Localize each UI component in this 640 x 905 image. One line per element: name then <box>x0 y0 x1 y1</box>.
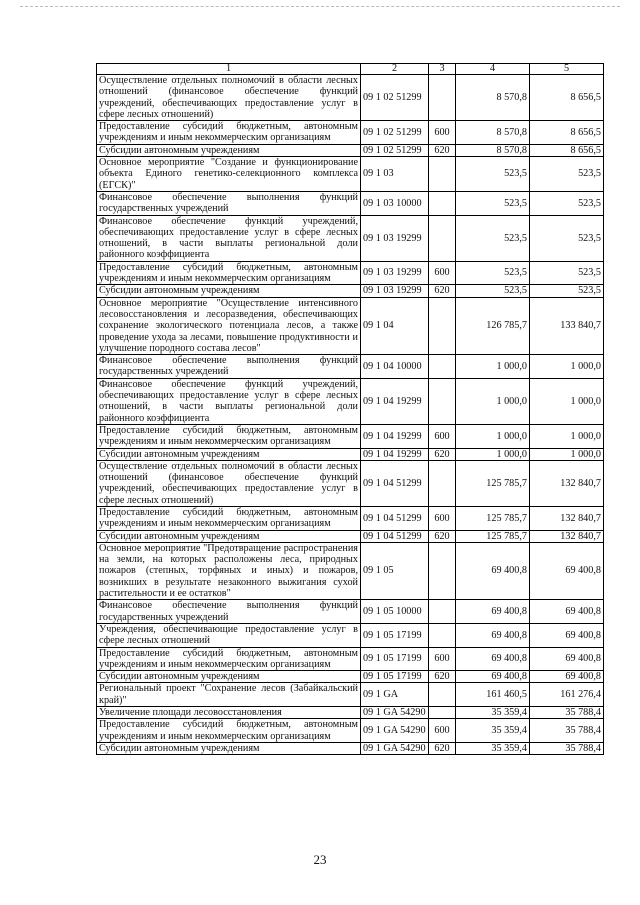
table-row <box>97 378 604 424</box>
row-name-cell: Предоставление субсидий бюджетным, автономным учреждениям и иным некоммерческим организациям <box>97 506 361 530</box>
row-code-cell: 09 1 04 19299 <box>361 448 429 460</box>
row-type-cell <box>429 297 456 354</box>
row-type-cell: 600 <box>429 261 456 285</box>
row-value-year2-cell: 8 656,5 <box>530 75 604 121</box>
row-value-year2-cell: 69 400,8 <box>530 671 604 683</box>
row-name-cell: Финансовое обеспечение функций учреждений, обеспечивающих предоставление услуг в сфере лесных отношений, в части выплаты региональной доли районного коэффициента <box>97 215 361 261</box>
row-code-cell: 09 1 05 10000 <box>361 600 429 624</box>
row-value-year1-cell: 69 400,8 <box>456 600 530 624</box>
header-cell-year1: 4 <box>456 64 530 75</box>
row-type-cell <box>429 157 456 192</box>
row-name-cell: Субсидии автономным учреждениям <box>97 742 361 754</box>
row-name-cell: Предоставление субсидий бюджетным, автономным учреждениям и иным некоммерческим организациям <box>97 647 361 671</box>
row-value-year2-cell: 523,5 <box>530 191 604 215</box>
row-name-cell: Основное мероприятие "Осуществление интенсивного лесовосстановления и лесоразведения, обеспечивающих сохранение экологического потенциала лесов, а также проведение ухода за лесами, повышение продуктивности и улучшение породного состава лесов" <box>97 297 361 354</box>
row-type-cell <box>429 542 456 599</box>
row-value-year1-cell: 35 359,4 <box>456 707 530 719</box>
table-row <box>97 460 604 506</box>
row-code-cell: 09 1 GA <box>361 683 429 707</box>
row-type-cell: 600 <box>429 719 456 743</box>
table-row <box>97 647 604 671</box>
table-row <box>97 671 604 683</box>
row-code-cell: 09 1 05 17199 <box>361 647 429 671</box>
row-value-year2-cell: 35 788,4 <box>530 707 604 719</box>
row-type-cell <box>429 707 456 719</box>
row-type-cell <box>429 600 456 624</box>
row-type-cell <box>429 191 456 215</box>
row-name-cell: Финансовое обеспечение выполнения функций государственных учреждений <box>97 355 361 379</box>
table-row <box>97 297 604 354</box>
row-value-year1-cell: 35 359,4 <box>456 742 530 754</box>
row-type-cell <box>429 75 456 121</box>
row-name-cell: Субсидии автономным учреждениям <box>97 144 361 156</box>
row-value-year1-cell: 523,5 <box>456 191 530 215</box>
table-row <box>97 144 604 156</box>
row-value-year1-cell: 523,5 <box>456 285 530 297</box>
row-type-cell: 620 <box>429 144 456 156</box>
header-row <box>97 64 604 75</box>
row-value-year1-cell: 8 570,8 <box>456 121 530 145</box>
row-name-cell: Субсидии автономным учреждениям <box>97 285 361 297</box>
page-number: 23 <box>313 852 327 867</box>
row-name-cell: Основное мероприятие "Предотвращение распространения на земли, на которых расположены леса, природных пожаров (степных, торфяных и иных) и пожаров, возникших в результате незаконного выжигания сухой растительности и ее остатков" <box>97 542 361 599</box>
row-name-cell: Субсидии автономным учреждениям <box>97 671 361 683</box>
row-value-year2-cell: 132 840,7 <box>530 460 604 506</box>
table-row <box>97 215 604 261</box>
row-name-cell: Предоставление субсидий бюджетным, автономным учреждениям и иным некоммерческим организациям <box>97 261 361 285</box>
row-code-cell: 09 1 GA 54290 <box>361 707 429 719</box>
row-value-year2-cell: 35 788,4 <box>530 719 604 743</box>
row-type-cell <box>429 460 456 506</box>
row-code-cell: 09 1 03 10000 <box>361 191 429 215</box>
row-value-year1-cell: 523,5 <box>456 261 530 285</box>
table-row <box>97 707 604 719</box>
row-value-year1-cell: 161 460,5 <box>456 683 530 707</box>
row-code-cell: 09 1 02 51299 <box>361 121 429 145</box>
row-name-cell: Осуществление отдельных полномочий в области лесных отношений (финансовое обеспечение функций учреждений, обеспечивающих предоставление услуг в сфере лесных отношений) <box>97 460 361 506</box>
row-value-year1-cell: 125 785,7 <box>456 460 530 506</box>
row-code-cell: 09 1 04 51299 <box>361 506 429 530</box>
row-name-cell: Финансовое обеспечение выполнения функций государственных учреждений <box>97 191 361 215</box>
row-name-cell: Увеличение площади лесовосстановления <box>97 707 361 719</box>
table-row <box>97 75 604 121</box>
row-code-cell: 09 1 GA 54290 <box>361 742 429 754</box>
table-row <box>97 157 604 192</box>
row-code-cell: 09 1 05 17199 <box>361 623 429 647</box>
row-value-year1-cell: 1 000,0 <box>456 355 530 379</box>
row-name-cell: Учреждения, обеспечивающие предоставление услуг в сфере лесных отношений <box>97 623 361 647</box>
row-code-cell: 09 1 04 10000 <box>361 355 429 379</box>
row-name-cell: Основное мероприятие "Создание и функционирование объекта Единого генетико-селекционного комплекса (ЕГСК)" <box>97 157 361 192</box>
row-value-year2-cell: 69 400,8 <box>530 623 604 647</box>
row-value-year2-cell: 523,5 <box>530 215 604 261</box>
row-code-cell: 09 1 04 51299 <box>361 530 429 542</box>
row-type-cell: 620 <box>429 448 456 460</box>
table-row <box>97 261 604 285</box>
row-code-cell: 09 1 04 19299 <box>361 424 429 448</box>
table-row <box>97 683 604 707</box>
row-type-cell: 620 <box>429 671 456 683</box>
table-row <box>97 600 604 624</box>
row-name-cell: Финансовое обеспечение выполнения функций государственных учреждений <box>97 600 361 624</box>
table-row <box>97 121 604 145</box>
row-value-year1-cell: 69 400,8 <box>456 623 530 647</box>
row-value-year1-cell: 125 785,7 <box>456 530 530 542</box>
row-value-year2-cell: 523,5 <box>530 285 604 297</box>
row-value-year1-cell: 69 400,8 <box>456 647 530 671</box>
row-value-year2-cell: 133 840,7 <box>530 297 604 354</box>
row-code-cell: 09 1 04 <box>361 297 429 354</box>
row-value-year2-cell: 8 656,5 <box>530 121 604 145</box>
row-code-cell: 09 1 03 19299 <box>361 261 429 285</box>
row-value-year1-cell: 1 000,0 <box>456 378 530 424</box>
row-code-cell: 09 1 03 <box>361 157 429 192</box>
row-type-cell: 600 <box>429 506 456 530</box>
header-cell-code: 2 <box>361 64 429 75</box>
budget-table <box>96 63 604 755</box>
row-value-year1-cell: 523,5 <box>456 157 530 192</box>
row-name-cell: Субсидии автономным учреждениям <box>97 530 361 542</box>
row-code-cell: 09 1 GA 54290 <box>361 719 429 743</box>
row-name-cell: Предоставление субсидий бюджетным, автономным учреждениям и иным некоммерческим организациям <box>97 424 361 448</box>
row-value-year2-cell: 132 840,7 <box>530 506 604 530</box>
row-name-cell: Финансовое обеспечение функций учреждений, обеспечивающих предоставление услуг в сфере лесных отношений, в части выплаты региональной доли районного коэффициента <box>97 378 361 424</box>
row-type-cell: 600 <box>429 424 456 448</box>
row-name-cell: Осуществление отдельных полномочий в области лесных отношений (финансовое обеспечение функций учреждений, обеспечивающих предоставление услуг в сфере лесных отношений) <box>97 75 361 121</box>
row-code-cell: 09 1 04 19299 <box>361 378 429 424</box>
row-value-year2-cell: 161 276,4 <box>530 683 604 707</box>
row-type-cell: 620 <box>429 742 456 754</box>
table-row <box>97 719 604 743</box>
row-value-year2-cell: 69 400,8 <box>530 600 604 624</box>
row-value-year1-cell: 35 359,4 <box>456 719 530 743</box>
table-row <box>97 623 604 647</box>
row-code-cell: 09 1 02 51299 <box>361 144 429 156</box>
row-code-cell: 09 1 02 51299 <box>361 75 429 121</box>
header-cell-name: 1 <box>97 64 361 75</box>
table-row <box>97 506 604 530</box>
table-row <box>97 530 604 542</box>
row-type-cell <box>429 623 456 647</box>
row-value-year1-cell: 125 785,7 <box>456 506 530 530</box>
row-value-year2-cell: 132 840,7 <box>530 530 604 542</box>
row-code-cell: 09 1 05 <box>361 542 429 599</box>
row-type-cell: 620 <box>429 285 456 297</box>
row-type-cell <box>429 215 456 261</box>
row-name-cell: Субсидии автономным учреждениям <box>97 448 361 460</box>
header-cell-year2: 5 <box>530 64 604 75</box>
table-row <box>97 285 604 297</box>
row-value-year1-cell: 8 570,8 <box>456 144 530 156</box>
row-value-year1-cell: 69 400,8 <box>456 671 530 683</box>
table-row <box>97 191 604 215</box>
row-value-year1-cell: 1 000,0 <box>456 424 530 448</box>
budget-table-body <box>97 64 604 755</box>
row-value-year2-cell: 35 788,4 <box>530 742 604 754</box>
row-type-cell <box>429 355 456 379</box>
row-value-year2-cell: 8 656,5 <box>530 144 604 156</box>
table-row <box>97 742 604 754</box>
row-name-cell: Региональный проект "Сохранение лесов (Забайкальский край)" <box>97 683 361 707</box>
row-value-year1-cell: 1 000,0 <box>456 448 530 460</box>
header-cell-type: 3 <box>429 64 456 75</box>
table-row <box>97 448 604 460</box>
row-name-cell: Предоставление субсидий бюджетным, автономным учреждениям и иным некоммерческим организациям <box>97 719 361 743</box>
row-type-cell: 600 <box>429 121 456 145</box>
row-code-cell: 09 1 03 19299 <box>361 215 429 261</box>
row-type-cell: 600 <box>429 647 456 671</box>
row-type-cell <box>429 378 456 424</box>
table-row <box>97 355 604 379</box>
row-value-year2-cell: 523,5 <box>530 157 604 192</box>
row-value-year2-cell: 523,5 <box>530 261 604 285</box>
row-value-year2-cell: 1 000,0 <box>530 448 604 460</box>
row-type-cell <box>429 683 456 707</box>
row-value-year2-cell: 1 000,0 <box>530 355 604 379</box>
page-top-rule <box>20 6 620 7</box>
row-value-year1-cell: 8 570,8 <box>456 75 530 121</box>
row-value-year2-cell: 69 400,8 <box>530 647 604 671</box>
row-value-year1-cell: 126 785,7 <box>456 297 530 354</box>
table-row <box>97 542 604 599</box>
row-value-year2-cell: 69 400,8 <box>530 542 604 599</box>
row-value-year2-cell: 1 000,0 <box>530 424 604 448</box>
row-value-year2-cell: 1 000,0 <box>530 378 604 424</box>
table-row <box>97 424 604 448</box>
row-type-cell: 620 <box>429 530 456 542</box>
row-value-year1-cell: 523,5 <box>456 215 530 261</box>
row-code-cell: 09 1 04 51299 <box>361 460 429 506</box>
row-value-year1-cell: 69 400,8 <box>456 542 530 599</box>
row-name-cell: Предоставление субсидий бюджетным, автономным учреждениям и иным некоммерческим организациям <box>97 121 361 145</box>
row-code-cell: 09 1 03 19299 <box>361 285 429 297</box>
row-code-cell: 09 1 05 17199 <box>361 671 429 683</box>
